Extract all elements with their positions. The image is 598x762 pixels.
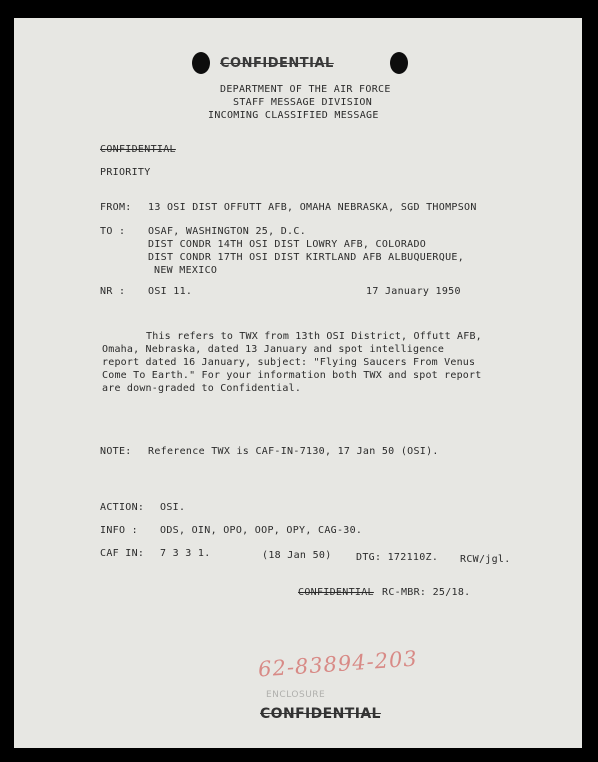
punch-hole-right [390, 52, 408, 74]
to-label: TO : [100, 226, 126, 237]
nr-label: NR : [100, 286, 126, 297]
note-value: Reference TWX is CAF-IN-7130, 17 Jan 50 (OSI). [148, 446, 439, 457]
to-line-4: NEW MEXICO [154, 265, 218, 276]
caf-in-value: 7 3 3 1. [160, 548, 211, 559]
reg-confidential-strike: CONFIDENTIAL [298, 587, 374, 598]
to-line-2: DIST CONDR 14TH OSI DIST LOWRY AFB, COLORADO [148, 239, 427, 250]
classification-strike: CONFIDENTIAL [100, 144, 176, 155]
header-line-3: INCOMING CLASSIFIED MESSAGE [208, 110, 379, 121]
handwritten-file-number: 62-83894-203 [257, 646, 419, 682]
from-label: FROM: [100, 202, 132, 213]
to-line-1: OSAF, WASHINGTON 25, D.C. [148, 226, 307, 237]
info-label: INFO : [100, 525, 138, 536]
header-line-1: DEPARTMENT OF THE AIR FORCE [220, 84, 391, 95]
bottom-confidential-stamp: CONFIDENTIAL [260, 706, 381, 722]
header-line-2: STAFF MESSAGE DIVISION [233, 97, 373, 108]
nr-value: OSI 11. [148, 286, 193, 297]
from-value: 13 OSI DIST OFFUTT AFB, OMAHA NEBRASKA, SGD THOMPSON [148, 202, 477, 213]
top-confidential-stamp: CONFIDENTIAL [220, 56, 334, 71]
action-value: OSI. [160, 502, 186, 513]
message-date: 17 January 1950 [366, 286, 461, 297]
to-line-3: DIST CONDR 17TH OSI DIST KIRTLAND AFB ALBUQUERQUE, [148, 252, 465, 263]
info-value: ODS, OIN, OPO, OOP, OPY, CAG-30. [160, 525, 363, 536]
dtg-value: DTG: 172110Z. [356, 552, 439, 563]
message-body [102, 330, 482, 395]
caf-in-label: CAF IN: [100, 548, 145, 559]
enclosure-stamp: ENCLOSURE [266, 690, 326, 700]
reg-number: RC-MBR: 25/18. [382, 587, 471, 598]
priority-label: PRIORITY [100, 167, 151, 178]
operator-initials: RCW/jgl. [460, 554, 511, 565]
document-page [14, 18, 582, 748]
caf-in-date: (18 Jan 50) [262, 550, 332, 561]
message-body-text: This refers to TWX from 13th OSI District, Offutt AFB, Omaha, Nebraska, dated 13 January and spot intelligence report dated 16 January, subject: "Flying Saucers From Venus Come To Earth." For your information both TWX and spot report are down-graded to Confidential. [102, 331, 482, 394]
punch-hole-left [192, 52, 210, 74]
note-label: NOTE: [100, 446, 132, 457]
action-label: ACTION: [100, 502, 145, 513]
